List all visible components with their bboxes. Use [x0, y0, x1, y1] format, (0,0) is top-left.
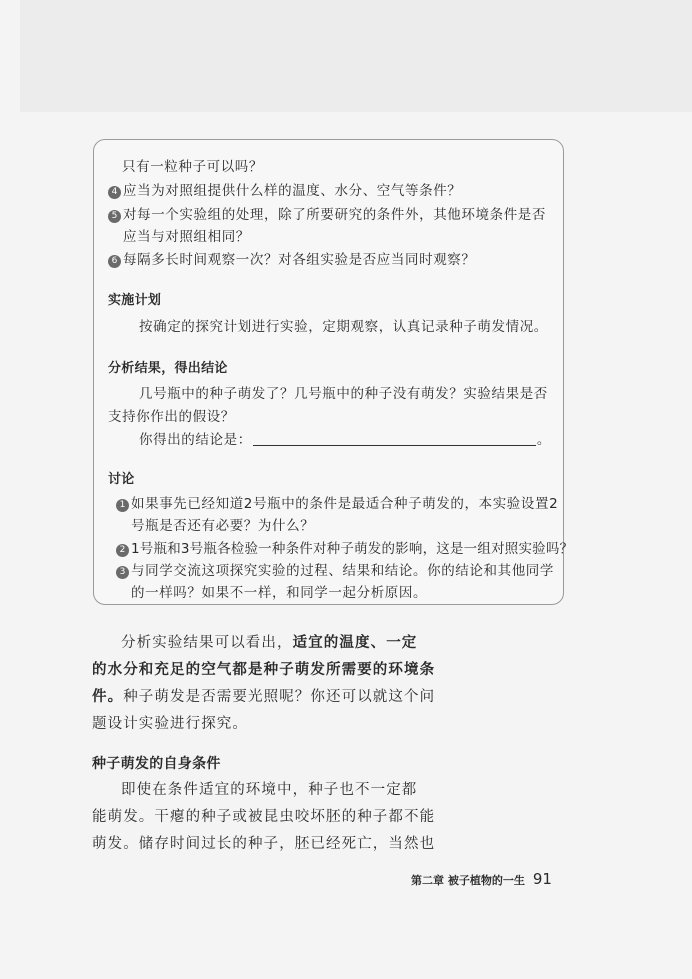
question-4-text: 应当为对照组提供什么样的温度、水分、空气等条件？: [123, 183, 462, 199]
chapter-title: 第二章 被子植物的一生: [411, 874, 525, 887]
number-badge-icon: 6: [108, 255, 121, 268]
emphasis-span: 件。: [92, 689, 124, 705]
discussion-3-line1: [116, 562, 554, 580]
scan-shadow: [20, 0, 692, 112]
number-badge-icon: 5: [108, 210, 121, 223]
discussion-2: [116, 540, 573, 558]
paragraph-1-line2: 的水分和充足的空气都是种子萌发所需要的环境条: [92, 662, 436, 678]
discussion-3-line2: 的一样吗？如果不一样，和同学一起分析原因。: [131, 585, 428, 601]
discussion-1-text: 如果事先已经知道2号瓶中的条件是最适合种子萌发的，本实验设置2: [131, 496, 559, 512]
conclusion-blank-field[interactable]: [253, 433, 536, 446]
text-span: 分析实验结果可以看出，: [121, 635, 293, 651]
analysis-line1: 几号瓶中的种子萌发了？几号瓶中的种子没有萌发？实验结果是否: [139, 386, 548, 402]
discussion-2-text: 1号瓶和3号瓶各检验一种条件对种子萌发的影响，这是一组对照实验吗？: [131, 541, 574, 557]
paragraph-2-line3: 萌发。储存时间过长的种子，胚已经死亡，当然也: [92, 836, 436, 852]
emphasis-span: 适宜的温度、一定: [292, 635, 418, 651]
discussion-3-text: 与同学交流这项探究实验的过程、结果和结论。你的结论和其他同学: [131, 563, 554, 579]
text-span: 种子萌发是否需要光照呢？你还可以就这个问: [123, 689, 436, 705]
analysis-line2: 支持你作出的假设？: [108, 409, 235, 425]
page-number: 91: [532, 870, 552, 888]
discussion-heading: 讨论: [108, 472, 135, 487]
number-badge-icon: 4: [108, 186, 121, 199]
paragraph-2-line2: 能萌发。干瘪的种子或被昆虫咬坏胚的种子都不能: [92, 809, 436, 825]
plan-text: 按确定的探究计划进行实验，定期观察，认真记录种子萌发情况。: [139, 319, 548, 335]
paragraph-1-line1: [121, 633, 417, 653]
question-5-line2: 应当与对照组相同？: [123, 229, 250, 245]
paragraph-2-line1: 即使在条件适宜的环境中，种子也不一定都: [121, 782, 418, 798]
question-5-line1: [108, 206, 546, 224]
question-6: [108, 251, 476, 269]
paragraph-1-line4: 题设计实验进行探究。: [92, 716, 248, 732]
question-5-text: 对每一个实验组的处理，除了所要研究的条件外，其他环境条件是否: [123, 207, 546, 223]
analysis-heading: 分析结果，得出结论: [108, 361, 228, 376]
discussion-1-line1: [116, 495, 558, 513]
question-6-text: 每隔多长时间观察一次？对各组实验是否应当同时观察？: [123, 252, 476, 268]
number-badge-icon: 1: [116, 499, 129, 512]
discussion-1-line2: 号瓶是否还有必要？为什么？: [131, 518, 315, 534]
question-4: [108, 182, 461, 200]
conclusion-end: 。: [536, 432, 551, 448]
conclusion-line: [139, 431, 551, 449]
plan-heading: 实施计划: [108, 293, 162, 308]
question-3-continued: 只有一粒种子可以吗？: [122, 159, 263, 175]
activity-box: [93, 139, 574, 605]
page-footer: [411, 870, 552, 888]
paragraph-1-line3: [92, 687, 435, 707]
number-badge-icon: 3: [116, 566, 129, 579]
number-badge-icon: 2: [116, 544, 129, 557]
section-subheading: 种子萌发的自身条件: [92, 756, 221, 772]
conclusion-label: 你得出的结论是：: [139, 432, 252, 448]
